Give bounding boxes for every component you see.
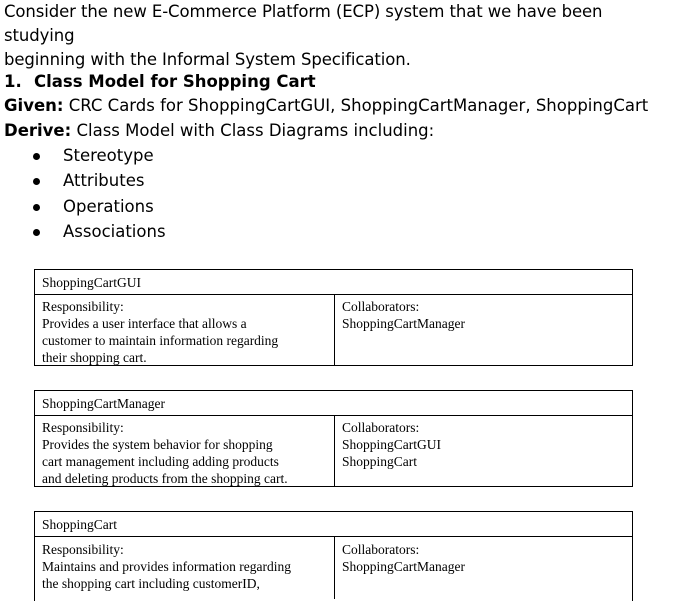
responsibility-line: their shopping cart. [42,350,147,365]
crc-card-title: ShoppingCartManager [35,391,632,416]
collaborator: ShoppingCartManager [342,559,465,574]
responsibility-label: Responsibility: [42,542,124,557]
section-number: 1. [4,72,22,91]
crc-card-title: ShoppingCart [35,512,632,537]
crc-card-title: ShoppingCartGUI [35,270,632,295]
intro-line-1: Consider the new E-Commerce Platform (ECP) system that we have been studying [4,2,603,45]
responsibility-line: cart management including adding products [42,454,279,469]
crc-responsibility [35,295,335,365]
given-text: CRC Cards for ShoppingCartGUI, ShoppingCartManager, ShoppingCart [63,96,649,115]
bullet-icon [33,153,40,160]
responsibility-line: Provides the system behavior for shopping [42,437,273,452]
crc-card-shopping-cart-gui [34,269,633,366]
crc-card-body [35,537,632,599]
derive-text: Class Model with Class Diagrams including: [71,121,435,140]
responsibility-line: Maintains and provides information regarding [42,559,291,574]
section-title: Class Model for Shopping Cart [34,72,316,91]
responsibility-line: Provides a user interface that allows a [42,316,247,331]
collaborators-label: Collaborators: [342,299,420,314]
derive-line [4,121,434,141]
intro-line-2: beginning with the Informal System Specification. [4,50,411,69]
crc-responsibility [35,537,335,599]
crc-card-body [35,295,632,365]
section-heading [4,72,316,92]
collaborators-label: Collaborators: [342,542,420,557]
derive-label: Derive: [4,121,72,140]
collaborator: ShoppingCartManager [342,316,465,331]
given-label: Given: [4,96,64,115]
collaborators-label: Collaborators: [342,420,420,435]
bullet-icon [33,178,40,185]
crc-card-shopping-cart-manager [34,390,633,487]
bullet-icon [33,229,40,236]
responsibility-line: and deleting products from the shopping cart. [42,471,288,486]
responsibility-label: Responsibility: [42,420,124,435]
intro-paragraph [4,0,676,72]
bullet-icon [33,204,40,211]
collaborator: ShoppingCartGUI [342,437,441,452]
crc-card-body [35,416,632,486]
crc-collaborators [335,537,632,599]
responsibility-label: Responsibility: [42,299,124,314]
responsibility-line: the shopping cart including customerID, [42,576,260,591]
crc-responsibility [35,416,335,486]
responsibility-line: customer to maintain information regarding [42,333,279,348]
collaborator: ShoppingCart [342,454,418,469]
crc-collaborators [335,295,632,365]
crc-collaborators [335,416,632,486]
given-line [4,96,648,116]
crc-card-shopping-cart [34,511,633,601]
